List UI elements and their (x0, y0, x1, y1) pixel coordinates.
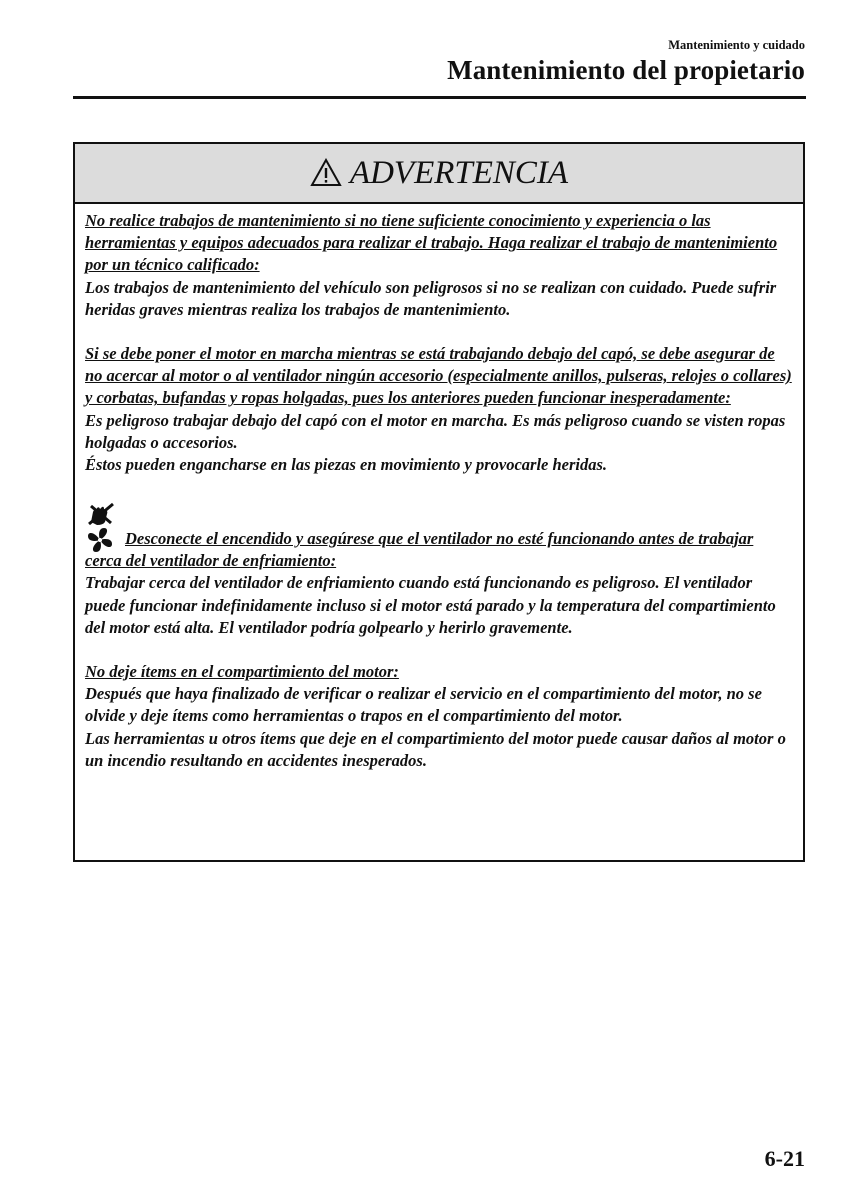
warning-item-2-text-2: Éstos pueden engancharse en las piezas en movimiento y provocarle heridas. (85, 455, 608, 475)
warning-item-3-heading: Desconecte el encendido y asegúrese que el ventilador no esté funcionando antes de trabajar cerca del ventilador de enfriamiento: (85, 529, 754, 571)
section-label: Mantenimiento y cuidado (668, 38, 805, 52)
warning-item-1-heading: No realice trabajos de mantenimiento si no tiene suficiente conocimiento y experiencia o las herramientas y equipos adecuados para realizar el trabajo. Haga realizar el trabajo de mantenimiento por un técnico calificado: (85, 211, 778, 275)
page-number: 6-21 (764, 1146, 805, 1171)
warning-item-3-heading-row (85, 502, 793, 572)
warning-item-4-text-2: Las herramientas u otros ítems que deje en el compartimiento del motor puede causar daños al motor o un incendio resultando en accidentes inesperados. (85, 728, 786, 770)
warning-item-2-heading: Si se debe poner el motor en marcha mientras se está trabajando debajo del capó, se debe asegurar de no acercar al motor o al ventilador ningún accesorio (especialmente anillos, pulseras, relojes o collares) y corbatas, bufandas y ropas holgadas, pues los anteriores pueden funcionar inesperadamente: (85, 344, 792, 408)
warning-header (75, 144, 803, 204)
warning-item-3-text: Trabajar cerca del ventilador de enfriamiento cuando está funcionando es peligroso. El ventilador puede funcionar indefinidamente incluso si el motor está parado y la temperatura del compartimiento del motor está alta. El ventilador podría golpearlo y herirlo gravemente. (85, 573, 776, 637)
warning-item-2-text: Es peligroso trabajar debajo del capó con el motor en marcha. Es más peligroso cuando se visten ropas holgadas o accesorios. (85, 410, 786, 452)
warning-triangle-icon (310, 158, 342, 188)
page-title: Mantenimiento del propietario (447, 55, 805, 85)
warning-box (73, 142, 805, 862)
warning-title: ADVERTENCIA (349, 154, 569, 191)
warning-item-1-text: Los trabajos de mantenimiento del vehículo son peligrosos si no se realizan con cuidado. Puede sufrir heridas graves mientras realiza los trabajos de mantenimiento. (85, 277, 777, 319)
fan-warning-icon (85, 502, 121, 552)
fan-icon (88, 528, 112, 552)
header-divider (73, 96, 806, 99)
warning-item-4-text: Después que haya finalizado de verificar o realizar el servicio en el compartimiento del motor, no se olvide y deje ítems como herramientas o trapos en el compartimiento del motor. (85, 684, 762, 726)
warning-item-4-heading: No deje ítems en el compartimiento del motor: (85, 662, 399, 682)
warning-body (75, 204, 803, 772)
no-hand-icon (89, 504, 113, 525)
